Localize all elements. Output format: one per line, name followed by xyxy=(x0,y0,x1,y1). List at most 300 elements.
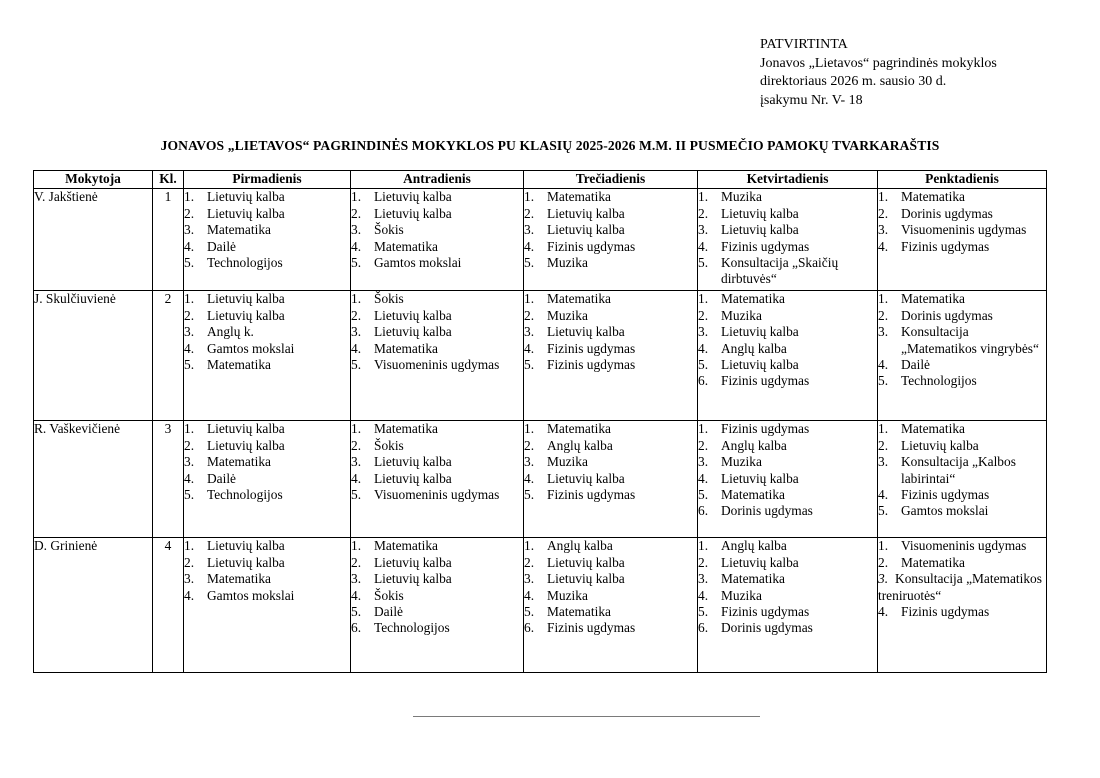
lesson-number: 5. xyxy=(351,487,362,503)
lesson-name: Lietuvių kalba xyxy=(374,205,452,221)
lesson-name: Fizinis ugdymas xyxy=(901,604,990,620)
lesson-number: 5. xyxy=(524,255,535,271)
lesson-name: Gamtos mokslai xyxy=(207,587,295,603)
lesson-item xyxy=(351,421,523,437)
lesson-name: Muzika xyxy=(721,587,762,603)
lesson-number: 1. xyxy=(698,291,709,307)
header-monday: Pirmadienis xyxy=(184,171,351,189)
lesson-item xyxy=(351,189,523,205)
lesson-name: Lietuvių kalba xyxy=(374,571,452,587)
lesson-name: Visuomeninis ugdymas xyxy=(901,538,1027,554)
lesson-item xyxy=(524,588,697,604)
lesson-name: Lietuvių kalba xyxy=(547,554,625,570)
lesson-number: 4. xyxy=(878,357,889,373)
lesson-name: Matematika xyxy=(721,571,785,587)
day-lessons-cell xyxy=(184,291,351,421)
lesson-number: 1. xyxy=(351,189,362,205)
lesson-name: Matematika xyxy=(207,357,271,373)
lesson-item xyxy=(698,421,877,437)
lesson-number: 2. xyxy=(878,307,889,323)
lesson-item xyxy=(698,538,877,554)
lesson-number: 5. xyxy=(351,604,362,620)
lesson-item xyxy=(698,239,877,255)
lesson-number: 2. xyxy=(184,307,195,323)
lesson-number: 3. xyxy=(524,571,535,587)
lesson-name: Gamtos mokslai xyxy=(901,503,989,519)
lesson-item xyxy=(878,454,1046,487)
lesson-item xyxy=(878,538,1046,554)
header-teacher: Mokytoja xyxy=(34,171,153,189)
lesson-item xyxy=(698,222,877,238)
lesson-item xyxy=(184,206,350,222)
lesson-name: Lietuvių kalba xyxy=(207,538,285,554)
lesson-number: 4. xyxy=(351,587,362,603)
lesson-name: Matematika xyxy=(721,291,785,307)
lesson-item xyxy=(698,555,877,571)
lesson-item xyxy=(351,222,523,238)
lesson-name: Matematika xyxy=(901,291,965,307)
lesson-item xyxy=(698,454,877,470)
lesson-name: Matematika xyxy=(374,340,438,356)
lesson-name: Lietuvių kalba xyxy=(721,554,799,570)
lesson-name: Lietuvių kalba xyxy=(374,470,452,486)
lesson-item xyxy=(698,588,877,604)
lesson-item xyxy=(524,255,697,271)
teacher-name: V. Jakštienė xyxy=(34,189,153,291)
lesson-item xyxy=(878,604,1046,620)
lesson-item xyxy=(351,206,523,222)
day-lessons-cell xyxy=(184,538,351,673)
lesson-name: Konsultacija „Skaičių dirbtuvės“ xyxy=(721,255,839,287)
lesson-number: 5. xyxy=(698,487,709,503)
lesson-number: 1. xyxy=(184,189,195,205)
lesson-item xyxy=(524,206,697,222)
lesson-item xyxy=(184,571,350,587)
lesson-item xyxy=(524,341,697,357)
lesson-item xyxy=(524,487,697,503)
lesson-number: 3. xyxy=(184,454,195,470)
lesson-number: 3. xyxy=(184,324,195,340)
lesson-name: Lietuvių kalba xyxy=(374,307,452,323)
header-wednesday: Trečiadienis xyxy=(524,171,698,189)
lesson-item xyxy=(698,620,877,636)
lesson-item xyxy=(351,357,523,373)
lesson-name: Lietuvių kalba xyxy=(721,324,799,340)
lesson-item xyxy=(698,438,877,454)
lesson-item xyxy=(524,555,697,571)
lesson-item xyxy=(524,421,697,437)
lesson-number: 1. xyxy=(351,421,362,437)
lesson-name: Lietuvių kalba xyxy=(207,437,285,453)
lesson-item xyxy=(878,503,1046,519)
lesson-item xyxy=(878,421,1046,437)
lesson-number: 5. xyxy=(524,357,535,373)
lesson-name: Konsultacija „Matematikos treniruotės“ xyxy=(878,571,1042,603)
lesson-name: Matematika xyxy=(547,421,611,437)
lesson-item xyxy=(351,341,523,357)
lesson-number: 1. xyxy=(878,421,889,437)
lesson-number: 6. xyxy=(698,503,709,519)
lesson-number: 4. xyxy=(184,587,195,603)
header-row xyxy=(34,171,1047,189)
lesson-item xyxy=(184,239,350,255)
day-lessons-cell xyxy=(351,291,524,421)
lesson-number: 3. xyxy=(184,571,195,587)
lesson-number: 1. xyxy=(524,189,535,205)
lesson-name: Anglų kalba xyxy=(721,538,787,554)
lesson-number: 3. xyxy=(351,571,362,587)
lesson-name: Muzika xyxy=(547,307,588,323)
lesson-name: Lietuvių kalba xyxy=(547,222,625,238)
lesson-item xyxy=(698,604,877,620)
lesson-item xyxy=(351,471,523,487)
lesson-item xyxy=(698,189,877,205)
lesson-number: 1. xyxy=(698,189,709,205)
lesson-number: 6. xyxy=(698,373,709,389)
signature-line xyxy=(413,716,760,717)
lesson-number: 5. xyxy=(351,255,362,271)
lesson-name: Technologijos xyxy=(374,620,450,636)
lesson-name: Matematika xyxy=(547,604,611,620)
day-lessons-cell xyxy=(878,189,1047,291)
lesson-number: 1. xyxy=(878,189,889,205)
lesson-item xyxy=(524,324,697,340)
lesson-name: Lietuvių kalba xyxy=(374,324,452,340)
lesson-name: Fizinis ugdymas xyxy=(721,373,810,389)
lesson-number: 3. xyxy=(524,324,535,340)
lesson-name: Fizinis ugdymas xyxy=(721,604,810,620)
lesson-item xyxy=(351,438,523,454)
lesson-number: 4. xyxy=(524,340,535,356)
lesson-number: 1. xyxy=(351,538,362,554)
lesson-item xyxy=(878,308,1046,324)
lesson-number: 4. xyxy=(524,587,535,603)
lesson-number: 5. xyxy=(698,604,709,620)
lesson-number: 1. xyxy=(878,291,889,307)
lesson-name: Matematika xyxy=(901,554,965,570)
lesson-name: Anglų kalba xyxy=(547,437,613,453)
lesson-item xyxy=(351,571,523,587)
lesson-name: Lietuvių kalba xyxy=(374,189,452,205)
lesson-name: Fizinis ugdymas xyxy=(901,487,990,503)
lesson-name: Matematika xyxy=(901,189,965,205)
lesson-number: 5. xyxy=(351,357,362,373)
lesson-name: Fizinis ugdymas xyxy=(547,357,636,373)
day-lessons-cell xyxy=(351,189,524,291)
lesson-number: 1. xyxy=(184,421,195,437)
day-lessons-cell xyxy=(184,421,351,538)
lesson-name: Fizinis ugdymas xyxy=(547,487,636,503)
lesson-name: Konsultacija „Kalbos labirintai“ xyxy=(901,454,1016,486)
teacher-name: J. Skulčiuvienė xyxy=(34,291,153,421)
lesson-name: Visuomeninis ugdymas xyxy=(374,357,500,373)
lesson-number: 1. xyxy=(524,291,535,307)
lesson-item xyxy=(524,291,697,307)
lesson-name: Konsultacija „Matematikos vingrybės“ xyxy=(901,324,1039,356)
lesson-name: Gamtos mokslai xyxy=(207,340,295,356)
lesson-name: Matematika xyxy=(374,538,438,554)
lesson-name: Muzika xyxy=(721,454,762,470)
lesson-item xyxy=(351,538,523,554)
lesson-name: Dorinis ugdymas xyxy=(721,503,813,519)
lesson-name: Muzika xyxy=(547,454,588,470)
lesson-item xyxy=(351,620,523,636)
class-number: 3 xyxy=(153,421,184,538)
lesson-name: Matematika xyxy=(374,421,438,437)
lesson-number: 2. xyxy=(698,307,709,323)
lesson-item xyxy=(698,291,877,307)
lesson-number: 1. xyxy=(524,421,535,437)
day-lessons-cell xyxy=(698,291,878,421)
lesson-number: 4. xyxy=(524,238,535,254)
lesson-number: 3. xyxy=(184,222,195,238)
lesson-name: Lietuvių kalba xyxy=(901,437,979,453)
lesson-number: 3. xyxy=(351,454,362,470)
lesson-number: 4. xyxy=(878,604,889,620)
lesson-name: Lietuvių kalba xyxy=(547,571,625,587)
lesson-number: 5. xyxy=(698,357,709,373)
table-row xyxy=(34,421,1047,538)
lesson-number: 3. xyxy=(878,222,889,238)
lesson-number: 4. xyxy=(351,340,362,356)
lesson-name: Šokis xyxy=(374,291,404,307)
lesson-item xyxy=(878,571,1046,604)
day-lessons-cell xyxy=(698,189,878,291)
lesson-number: 5. xyxy=(878,503,889,519)
lesson-number: 3. xyxy=(698,324,709,340)
approval-line-4: įsakymu Nr. V- 18 xyxy=(760,92,863,108)
header-thursday: Ketvirtadienis xyxy=(698,171,878,189)
lesson-name: Lietuvių kalba xyxy=(207,307,285,323)
lesson-name: Šokis xyxy=(374,437,404,453)
lesson-name: Fizinis ugdymas xyxy=(547,238,636,254)
lesson-number: 1. xyxy=(351,291,362,307)
class-number: 1 xyxy=(153,189,184,291)
lesson-item xyxy=(351,308,523,324)
lesson-name: Dailė xyxy=(901,357,930,373)
lesson-name: Lietuvių kalba xyxy=(207,291,285,307)
lesson-item xyxy=(351,604,523,620)
lesson-name: Anglų kalba xyxy=(721,437,787,453)
lesson-number: 2. xyxy=(878,205,889,221)
table-row xyxy=(34,538,1047,673)
day-lessons-cell xyxy=(524,189,698,291)
lesson-name: Muzika xyxy=(721,189,762,205)
lesson-item xyxy=(878,291,1046,307)
lesson-name: Šokis xyxy=(374,587,404,603)
header-friday: Penktadienis xyxy=(878,171,1047,189)
lesson-item xyxy=(698,357,877,373)
lesson-name: Anglų k. xyxy=(207,324,254,340)
lesson-number: 1. xyxy=(698,538,709,554)
lesson-number: 5. xyxy=(878,373,889,389)
lesson-name: Lietuvių kalba xyxy=(374,454,452,470)
lesson-name: Gamtos mokslai xyxy=(374,255,462,271)
lesson-number: 2. xyxy=(351,437,362,453)
lesson-number: 2. xyxy=(524,307,535,323)
lesson-number: 2. xyxy=(878,437,889,453)
day-lessons-cell xyxy=(184,189,351,291)
lesson-item xyxy=(351,291,523,307)
lesson-name: Matematika xyxy=(207,571,271,587)
lesson-item xyxy=(878,357,1046,373)
lesson-item xyxy=(878,189,1046,205)
lesson-name: Fizinis ugdymas xyxy=(547,620,636,636)
day-lessons-cell xyxy=(878,538,1047,673)
lesson-number: 4. xyxy=(184,340,195,356)
lesson-name: Lietuvių kalba xyxy=(721,470,799,486)
lesson-number: 5. xyxy=(184,357,195,373)
lesson-name: Lietuvių kalba xyxy=(721,357,799,373)
day-lessons-cell xyxy=(351,421,524,538)
lesson-name: Lietuvių kalba xyxy=(207,205,285,221)
lesson-name: Lietuvių kalba xyxy=(721,222,799,238)
lesson-item xyxy=(524,308,697,324)
lesson-item xyxy=(698,373,877,389)
lesson-number: 5. xyxy=(184,487,195,503)
lesson-item xyxy=(698,503,877,519)
lesson-name: Fizinis ugdymas xyxy=(901,238,990,254)
lesson-item xyxy=(184,308,350,324)
lesson-name: Dailė xyxy=(207,470,236,486)
lesson-item xyxy=(351,487,523,503)
lesson-number: 3. xyxy=(351,324,362,340)
lesson-number: 3. xyxy=(698,222,709,238)
table-row xyxy=(34,291,1047,421)
class-number: 4 xyxy=(153,538,184,673)
lesson-name: Dorinis ugdymas xyxy=(721,620,813,636)
lesson-item xyxy=(524,222,697,238)
lesson-name: Lietuvių kalba xyxy=(721,205,799,221)
lesson-name: Lietuvių kalba xyxy=(374,554,452,570)
lesson-number: 4. xyxy=(698,340,709,356)
lesson-number: 3. xyxy=(698,571,709,587)
lesson-name: Fizinis ugdymas xyxy=(547,340,636,356)
lesson-item xyxy=(184,189,350,205)
lesson-item xyxy=(184,538,350,554)
lesson-name: Anglų kalba xyxy=(721,340,787,356)
day-lessons-cell xyxy=(698,538,878,673)
lesson-number: 1. xyxy=(184,291,195,307)
lesson-number: 2. xyxy=(698,554,709,570)
timetable-header xyxy=(34,171,1047,189)
lesson-item xyxy=(698,255,877,288)
lesson-item xyxy=(524,189,697,205)
lesson-number: 4. xyxy=(878,238,889,254)
lesson-name: Lietuvių kalba xyxy=(547,324,625,340)
lesson-name: Anglų kalba xyxy=(547,538,613,554)
lesson-number: 4. xyxy=(184,238,195,254)
lesson-number: 4. xyxy=(184,470,195,486)
lesson-item xyxy=(351,324,523,340)
lesson-item xyxy=(184,255,350,271)
lesson-number: 5. xyxy=(698,255,709,271)
lesson-number: 1. xyxy=(184,538,195,554)
lesson-number: 4. xyxy=(698,587,709,603)
lesson-item xyxy=(698,471,877,487)
lesson-number: 4. xyxy=(351,238,362,254)
lesson-item xyxy=(524,357,697,373)
lesson-name: Fizinis ugdymas xyxy=(721,421,810,437)
lesson-name: Matematika xyxy=(901,421,965,437)
lesson-number: 5. xyxy=(524,487,535,503)
lesson-item xyxy=(184,454,350,470)
lesson-number: 1. xyxy=(524,538,535,554)
lesson-item xyxy=(351,255,523,271)
day-lessons-cell xyxy=(524,538,698,673)
lesson-name: Technologijos xyxy=(207,487,283,503)
lesson-name: Lietuvių kalba xyxy=(207,421,285,437)
lesson-name: Muzika xyxy=(547,587,588,603)
lesson-item xyxy=(524,538,697,554)
timetable xyxy=(33,170,1047,673)
day-lessons-cell xyxy=(698,421,878,538)
lesson-number: 2. xyxy=(351,205,362,221)
lesson-item xyxy=(184,421,350,437)
lesson-name: Matematika xyxy=(207,454,271,470)
lesson-item xyxy=(351,239,523,255)
lesson-item xyxy=(698,487,877,503)
lesson-number: 2. xyxy=(184,437,195,453)
lesson-item xyxy=(878,206,1046,222)
lesson-item xyxy=(184,555,350,571)
lesson-item xyxy=(524,604,697,620)
header-class: Kl. xyxy=(153,171,184,189)
lesson-number: 4. xyxy=(698,238,709,254)
day-lessons-cell xyxy=(351,538,524,673)
lesson-number: 4. xyxy=(698,470,709,486)
lesson-name: Lietuvių kalba xyxy=(547,205,625,221)
lesson-name: Dailė xyxy=(374,604,403,620)
lesson-item xyxy=(524,571,697,587)
day-lessons-cell xyxy=(524,291,698,421)
table-row xyxy=(34,189,1047,291)
lesson-number: 6. xyxy=(698,620,709,636)
timetable-body xyxy=(34,189,1047,673)
lesson-item xyxy=(524,620,697,636)
teacher-name: R. Vaškevičienė xyxy=(34,421,153,538)
lesson-item xyxy=(524,454,697,470)
lesson-item xyxy=(698,324,877,340)
class-number: 2 xyxy=(153,291,184,421)
lesson-number: 4. xyxy=(524,470,535,486)
day-lessons-cell xyxy=(878,291,1047,421)
lesson-item xyxy=(878,222,1046,238)
lesson-item xyxy=(184,222,350,238)
lesson-name: Matematika xyxy=(374,238,438,254)
lesson-item xyxy=(878,487,1046,503)
lesson-item xyxy=(878,324,1046,357)
lesson-number: 2. xyxy=(184,205,195,221)
lesson-number: 2. xyxy=(184,554,195,570)
lesson-number: 4. xyxy=(878,487,889,503)
lesson-name: Šokis xyxy=(374,222,404,238)
lesson-item xyxy=(698,206,877,222)
lesson-item xyxy=(184,438,350,454)
lesson-number: 4. xyxy=(351,470,362,486)
lesson-name: Fizinis ugdymas xyxy=(721,238,810,254)
approval-line-1: PATVIRTINTA xyxy=(760,37,848,52)
lesson-name: Muzika xyxy=(547,255,588,271)
approval-line-3: direktoriaus 2026 m. sausio 30 d. xyxy=(760,74,947,89)
lesson-number: 2. xyxy=(351,554,362,570)
lesson-number: 6. xyxy=(351,620,362,636)
lesson-name: Visuomeninis ugdymas xyxy=(374,487,500,503)
lesson-item xyxy=(184,324,350,340)
lesson-item xyxy=(184,341,350,357)
lesson-item xyxy=(524,471,697,487)
lesson-item xyxy=(351,555,523,571)
